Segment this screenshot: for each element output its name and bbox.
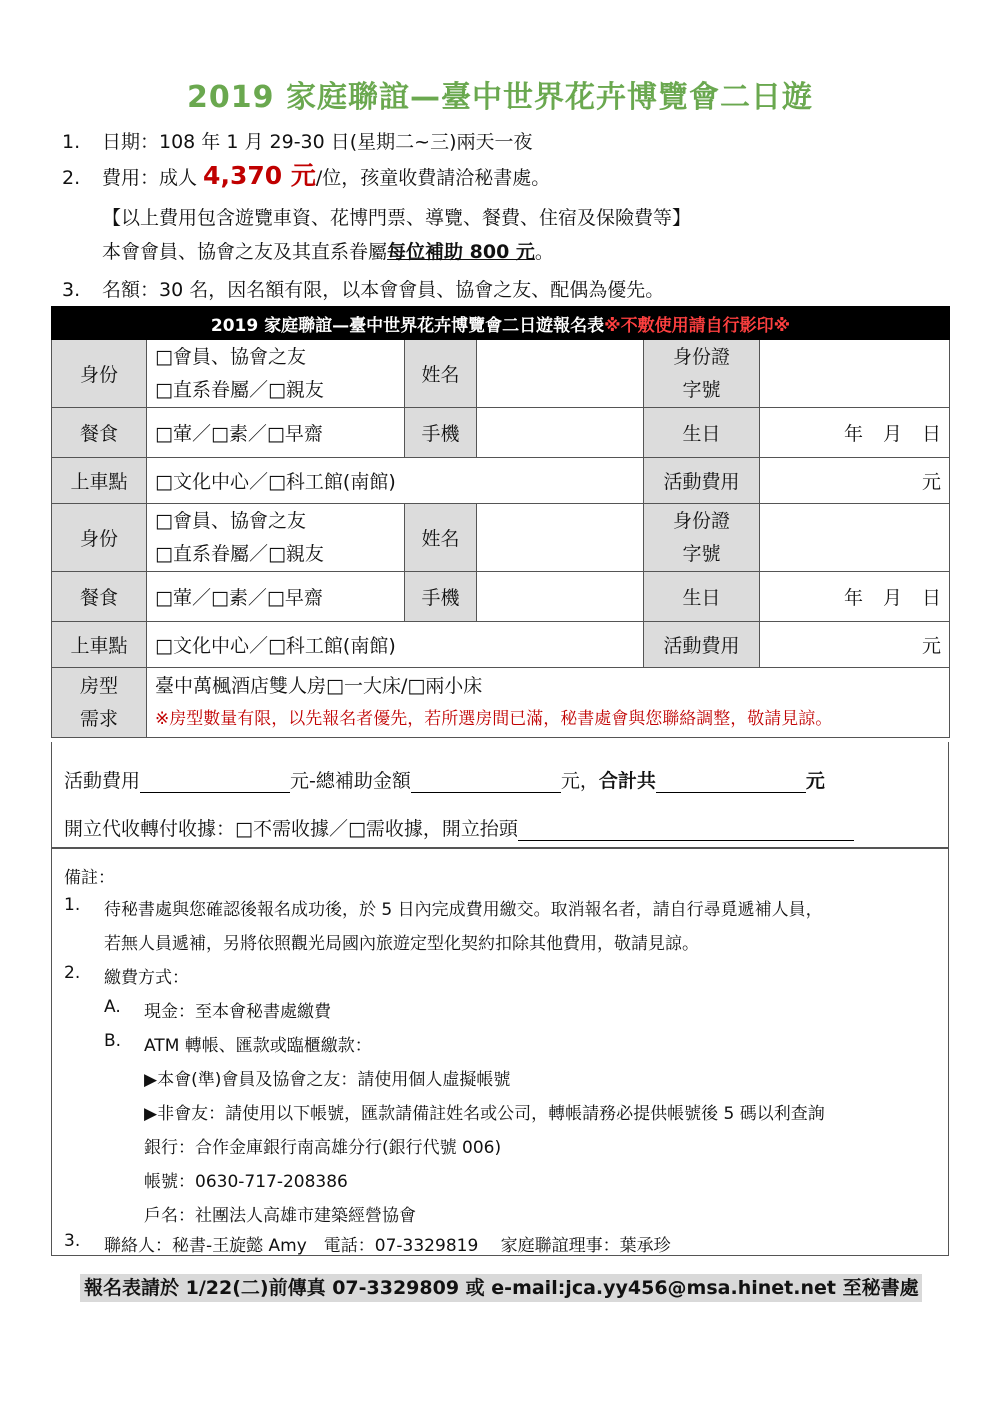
note3-num: 3.: [64, 1231, 81, 1251]
identity-opt-family[interactable]: □直系眷屬／□親友: [155, 542, 324, 565]
note2b-text: ATM 轉帳、匯款或臨櫃繳款：: [144, 1036, 372, 1056]
birthday-field[interactable]: 年 月 日: [760, 572, 950, 622]
summary-subsidy-label: 元-總補助金額: [290, 770, 411, 792]
phone-field[interactable]: [477, 408, 644, 458]
phone-label: 手機: [405, 408, 477, 458]
phone-field[interactable]: [477, 572, 644, 622]
note3-contact: 聯絡人：秘書-王旋懿 Amy 電話：07-3329819 家庭聯誼理事：葉承珍: [104, 1236, 671, 1256]
note2b-num: B.: [104, 1031, 122, 1051]
idno-label: [644, 504, 760, 572]
note2-num: 2.: [64, 963, 81, 983]
fee-label: 活動費用: [644, 622, 760, 668]
intro-subsidy-post: 。: [534, 241, 554, 263]
identity-opt-member[interactable]: □會員、協會之友: [155, 509, 306, 532]
birthday-label: 生日: [644, 572, 760, 622]
intro-item-3: [62, 278, 962, 302]
name-label: 姓名: [405, 340, 477, 408]
note2a-text: 現金：至本會秘書處繳費: [144, 1002, 331, 1022]
birthday-label: 生日: [644, 408, 760, 458]
meal-label: 餐食: [52, 408, 147, 458]
fee-field[interactable]: 元: [760, 458, 950, 504]
room-label: [52, 668, 147, 738]
room-label-line2: 需求: [79, 707, 118, 730]
identity-opt-member[interactable]: □會員、協會之友: [155, 345, 306, 368]
meal-label: 餐食: [52, 572, 147, 622]
note2-text: 繳費方式：: [104, 968, 189, 988]
form-header-note: ※不敷使用請自行影印※: [604, 315, 791, 336]
bank-info: 銀行：合作金庫銀行南高雄分行(銀行代號 006): [144, 1138, 502, 1158]
meal-options[interactable]: □葷／□素／□早齋: [147, 572, 405, 622]
person2-meal-row: [52, 572, 950, 622]
intro-item-1: [62, 130, 962, 154]
intro-fee-post: /位，孩童收費請洽秘書處。: [315, 167, 551, 189]
intro-fee-pre: 費用：成人: [102, 167, 204, 189]
summary-fee-label: 活動費用: [64, 770, 141, 792]
room-row: [52, 668, 950, 738]
summary-total-unit: 元: [805, 770, 825, 792]
phone-label: 手機: [405, 572, 477, 622]
intro-quota: 名額：30 名，因名額有限，以本會會員、協會之友、配偶為優先。: [102, 279, 665, 301]
intro-price: 4,370 元: [203, 161, 316, 190]
account-info: 帳號：0630-717-208386: [144, 1172, 348, 1192]
note1-line1: 待秘書處與您確認後報名成功後，於 5 日內完成費用繳交。取消報名者，請自行尋覓遞補人員，: [104, 900, 823, 920]
form-header-title: 2019 家庭聯誼—臺中世界花卉博覽會二日遊報名表: [210, 315, 605, 336]
intro-num-3: 3.: [62, 279, 81, 301]
birthday-field[interactable]: 年 月 日: [760, 408, 950, 458]
intro-item-2: [62, 161, 962, 190]
receipt-title-blank[interactable]: [518, 820, 854, 841]
receipt-line: [64, 814, 854, 841]
boarding-options[interactable]: □文化中心／□科工館(南館): [147, 622, 644, 668]
intro-subsidy: [62, 240, 1000, 264]
intro-subsidy-pre: 本會會員、協會之友及其直系眷屬: [102, 241, 388, 263]
note1-num: 1.: [64, 895, 81, 915]
fee-summary-line: [64, 766, 825, 793]
note1-line2: 若無人員遞補，另將依照觀光局國內旅遊定型化契約扣除其他費用，敬請見諒。: [104, 934, 699, 954]
registration-form: [51, 306, 950, 738]
note2b-member: ▶本會(準)會員及協會之友：請使用個人虛擬帳號: [144, 1070, 511, 1090]
holder-info: 戶名：社團法人高雄市建築經營協會: [144, 1206, 416, 1226]
fee-label: 活動費用: [644, 458, 760, 504]
intro-subsidy-amount: 每位補助 800 元: [387, 241, 535, 263]
meal-options[interactable]: □葷／□素／□早齋: [147, 408, 405, 458]
person2-boarding-row: [52, 622, 950, 668]
room-options[interactable]: 臺中萬楓酒店雙人房□一大床/□兩小床: [155, 674, 483, 697]
summary-subsidy-blank[interactable]: [411, 772, 561, 793]
idno-label: [644, 340, 760, 408]
name-label: 姓名: [405, 504, 477, 572]
intro-num-1: 1.: [62, 131, 81, 153]
fee-summary: [51, 742, 949, 848]
intro-fee-includes: 【以上費用包含遊覽車資、花博門票、導覽、餐費、住宿及保險費等】: [102, 207, 692, 229]
boarding-label: 上車點: [52, 458, 147, 504]
idno-label-line2: 字號: [682, 378, 721, 401]
summary-fee-blank[interactable]: [140, 772, 290, 793]
identity-label: 身份: [52, 340, 147, 408]
room-note: ※房型數量有限，以先報名者優先，若所選房間已滿，秘書處會與您聯絡調整，敬請見諒。: [155, 708, 833, 729]
idno-label-line1: 身份證: [672, 345, 730, 368]
name-field[interactable]: [477, 504, 644, 572]
identity-options[interactable]: [147, 340, 405, 408]
person1-meal-row: [52, 408, 950, 458]
identity-opt-family[interactable]: □直系眷屬／□親友: [155, 378, 324, 401]
receipt-label[interactable]: 開立代收轉付收據：□不需收據／□需收據，開立抬頭: [64, 818, 518, 840]
identity-options[interactable]: [147, 504, 405, 572]
fee-field[interactable]: 元: [760, 622, 950, 668]
summary-total-blank[interactable]: [656, 772, 806, 793]
summary-total-label: 合計共: [598, 770, 656, 792]
page-title: 2019 家庭聯誼—臺中世界花卉博覽會二日遊: [187, 80, 813, 115]
name-field[interactable]: [477, 340, 644, 408]
form-header: [52, 307, 950, 340]
room-label-line1: 房型: [79, 674, 118, 697]
idno-field[interactable]: [760, 340, 950, 408]
idno-label-line2: 字號: [682, 542, 721, 565]
idno-label-line1: 身份證: [672, 509, 730, 532]
summary-unit: 元，: [560, 770, 599, 792]
notes-section: [51, 848, 949, 1256]
person2-identity-row: [52, 504, 950, 572]
idno-field[interactable]: [760, 504, 950, 572]
person1-boarding-row: [52, 458, 950, 504]
intro-date: 日期：108 年 1 月 29-30 日(星期二~三)兩天一夜: [102, 131, 533, 153]
notes-heading: 備註：: [64, 868, 115, 888]
identity-label: 身份: [52, 504, 147, 572]
footer-instruction: 報名表請於 1/22(二)前傳真 07-3329809 或 e-mail:jca.yy456@msa.hinet.net 至秘書處: [80, 1274, 922, 1302]
note2a-num: A.: [104, 997, 121, 1017]
person1-identity-row: [52, 340, 950, 408]
boarding-options[interactable]: □文化中心／□科工館(南館): [147, 458, 644, 504]
intro-num-2: 2.: [62, 167, 81, 189]
note2b-nonmember: ▶非會友：請使用以下帳號，匯款請備註姓名或公司，轉帳請務必提供帳號後 5 碼以利查詢: [144, 1104, 825, 1124]
room-options-cell: [147, 668, 950, 738]
boarding-label: 上車點: [52, 622, 147, 668]
